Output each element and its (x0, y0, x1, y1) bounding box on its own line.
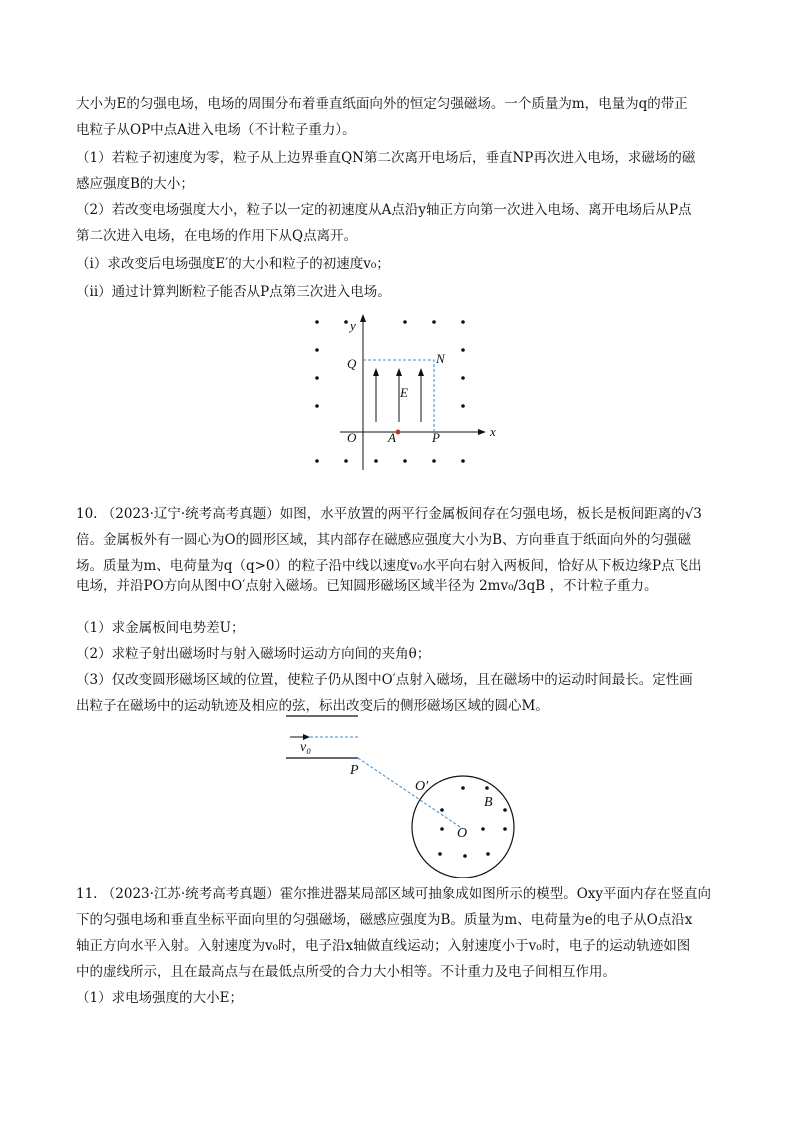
label-Q: Q (347, 356, 357, 371)
trajectory-P-to-O (358, 758, 463, 829)
q9-figure (300, 310, 510, 475)
q10-figure (280, 708, 540, 878)
label-O: O (457, 826, 468, 841)
q9-line-8: （ii）通过计算判断粒子能否从P点第三次进入电场。 (76, 284, 391, 300)
q9-line-6: 第二次进入电场，在电场的作用下从Q点离开。 (76, 228, 358, 244)
q11-line-3: 轴正方向水平入射。入射速度为v₀时，电子沿x轴做直线运动；入射速度小于v₀时，电子的运动轨迹如图 (76, 938, 691, 954)
label-N: N (436, 351, 445, 366)
point-A-marker (396, 430, 401, 435)
q10-line-7: （3）仅改变圆形磁场区域的位置，使粒子仍从图中O′点射入磁场，且在磁场中的运动时间最长。定性画 (76, 672, 693, 688)
label-B: B (484, 795, 493, 810)
label-v0: v₀ (300, 740, 312, 755)
q10-line-1: 10. （2023·辽宁·统考高考真题）如图，水平放置的两平行金属板间存在匀强电场，板长是板间距离的√3 (76, 506, 702, 522)
q10-line-3: 场。质量为m、电荷量为q（q>0）的粒子沿中线以速度v₀水平向右射入两板间，恰好从下板边缘P点飞出 (76, 558, 702, 574)
label-O: O (347, 430, 357, 445)
q11-line-5: （1）求电场强度的大小E； (76, 990, 243, 1006)
label-P: P (432, 430, 440, 445)
q9-line-1: 大小为E的匀强电场，电场的周围分布着垂直纸面向外的恒定匀强磁场。一个质量为m，电量为q的带正 (76, 96, 688, 112)
q10-line-2: 倍。金属板外有一圆心为O的圆形区域，其内部存在磁感应强度大小为B、方向垂直于纸面向外的匀强磁 (76, 532, 691, 548)
q9-line-3: （1）若粒子初速度为零，粒子从上边界垂直QN第二次离开电场后，垂直NP再次进入电场，求磁场的磁 (76, 150, 696, 166)
circle-field-dots (438, 786, 507, 858)
q9-line-5: （2）若改变电场强度大小，粒子以一定的初速度从A点沿y轴正方向第一次进入电场、离开电场后从P点 (76, 202, 692, 218)
label-P: P (350, 763, 359, 778)
q10-line-4: 电场，并沿PO方向从图中O′点射入磁场。已知圆形磁场区域半径为 2mv₀/3qB ，不计粒子重力。 (76, 578, 658, 594)
label-O-prime: O′ (415, 779, 429, 794)
q9-line-2: 电粒子从OP中点A进入电场（不计粒子重力）。 (76, 122, 356, 138)
label-A: A (388, 430, 396, 445)
label-y: y (350, 318, 356, 333)
q9-line-7: （i）求改变后电场强度E′的大小和粒子的初速度v₀； (76, 256, 390, 272)
q10-line-6: （2）求粒子射出磁场时与射入磁场时运动方向间的夹角θ； (76, 646, 431, 662)
q9-line-4: 感应强度B的大小； (76, 176, 194, 192)
q11-line-2: 下的匀强电场和垂直坐标平面向里的匀强磁场，磁感应强度为B。质量为m、电荷量为e的电子从O点沿x (76, 912, 693, 928)
label-E: E (400, 385, 408, 400)
label-x: x (490, 424, 496, 439)
q11-line-4: 中的虚线所示，且在最高点与在最低点所受的合力大小相等。不计重力及电子间相互作用。 (76, 964, 616, 980)
q10-line-5: （1）求金属板间电势差U； (76, 620, 245, 636)
q11-line-1: 11. （2023·江苏·统考高考真题）霍尔推进器某局部区域可抽象成如图所示的模型。Oxy平面内存在竖直向 (76, 886, 712, 902)
q10-line-8: 出粒子在磁场中的运动轨迹及相应的弦，标出改变后的侧形磁场区域的圆心M。 (76, 698, 549, 714)
field-arrows (373, 368, 424, 422)
